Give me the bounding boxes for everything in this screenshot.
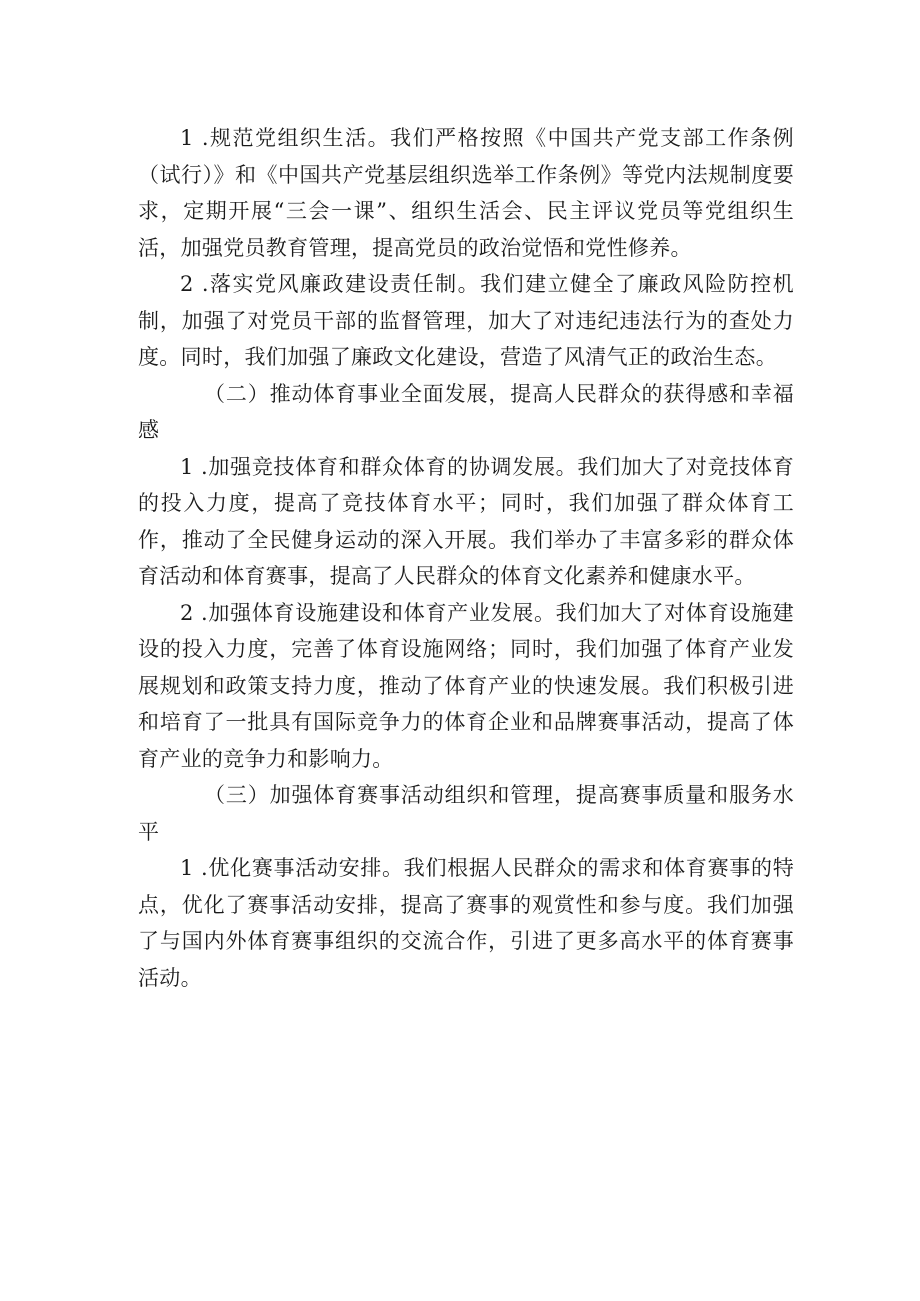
paragraph-standardize-party-life: 1 .规范党组织生活。我们严格按照《中国共产党支部工作条例（试行）》和《中国共产党基层组织选举工作条例》等党内法规制度要求，定期开展“三会一课”、组织生活会、民主评议党员等党组织生活，加强党员教育管理，提高党员的政治觉悟和党性修养。 xyxy=(138,126,794,260)
section-heading-sports-development: （二）推动体育事业全面发展，提高人民群众的获得感和幸福感 xyxy=(138,381,794,442)
paragraph-optimize-event-schedule: 1 .优化赛事活动安排。我们根据人民群众的需求和体育赛事的特点，优化了赛事活动安排，提高了赛事的观赏性和参与度。我们加强了与国内外体育赛事组织的交流合作，引进了更多高水平的体育赛事活动。 xyxy=(138,856,794,990)
section-heading-event-management: （三）加强体育赛事活动组织和管理，提高赛事质量和服务水平 xyxy=(138,783,794,844)
paragraph-competitive-and-mass-sports: 1 .加强竞技体育和群众体育的协调发展。我们加大了对竞技体育的投入力度，提高了竞技体育水平；同时，我们加强了群众体育工作，推动了全民健身运动的深入开展。我们举办了丰富多彩的群众体育活动和体育赛事，提高了人民群众的体育文化素养和健康水平。 xyxy=(138,454,794,588)
paragraph-anti-corruption-responsibility: 2 .落实党风廉政建设责任制。我们建立健全了廉政风险防控机制，加强了对党员干部的监督管理，加大了对违纪违法行为的查处力度。同时，我们加强了廉政文化建设，营造了风清气正的政治生态。 xyxy=(138,272,794,369)
paragraph-facilities-and-industry: 2 .加强体育设施建设和体育产业发展。我们加大了对体育设施建设的投入力度，完善了体育设施网络；同时，我们加强了体育产业发展规划和政策支持力度，推动了体育产业的快速发展。我们积极引进和培育了一批具有国际竞争力的体育企业和品牌赛事活动，提高了体育产业的竞争力和影响力。 xyxy=(138,600,794,771)
document-body xyxy=(138,120,794,996)
